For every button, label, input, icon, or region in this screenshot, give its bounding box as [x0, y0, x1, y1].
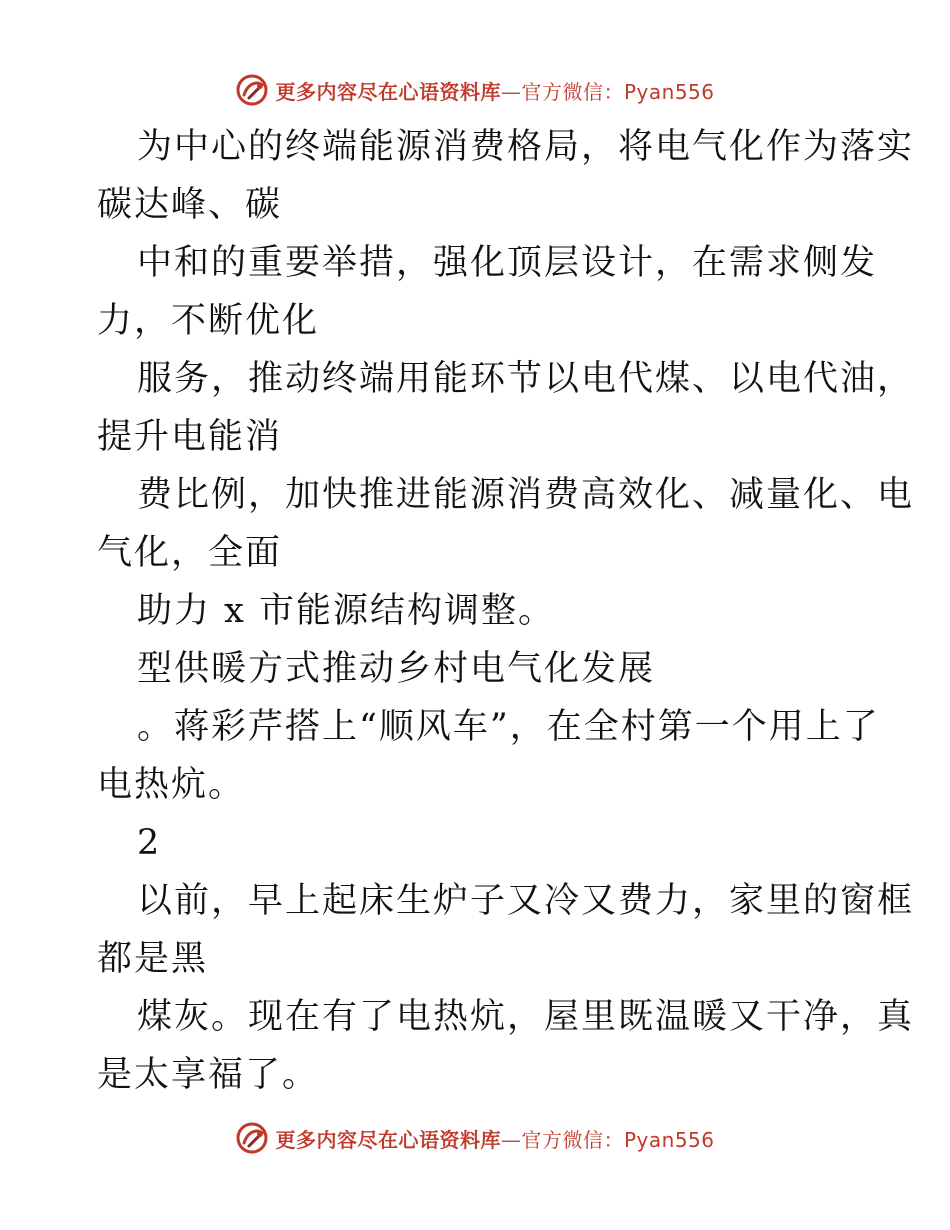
text-line: 型供暖方式推动乡村电气化发展 — [137, 649, 656, 689]
header-watermark — [0, 70, 950, 110]
watermark-sep: — — [500, 79, 522, 104]
text-line: 费比例，加快推进能源消费高效化、减量化、电 — [137, 475, 915, 515]
text-line: 2 — [137, 823, 162, 863]
text-line: 中和的重要举措，强化顶层设计，在需求侧发 — [137, 243, 878, 283]
text-line: 以前，早上起床生炉子又冷又费力，家里的窗框 — [137, 881, 915, 921]
text-line: 煤灰。现在有了电热炕，屋里既温暖又干净，真 — [137, 997, 915, 1037]
document-body — [97, 118, 915, 1104]
watermark-tail: 官方微信： — [521, 1127, 624, 1152]
watermark-text — [275, 1124, 714, 1153]
text-line: 提升电能消 — [97, 417, 283, 457]
watermark-text — [275, 76, 714, 105]
text-line: 都是黑 — [97, 939, 209, 979]
watermark-tail: 官方微信： — [521, 79, 624, 104]
watermark-id: Pyan556 — [623, 1127, 715, 1152]
text-line: 力，不断优化 — [97, 301, 320, 341]
watermark-sep: — — [500, 1127, 522, 1152]
logo-icon — [235, 73, 269, 107]
text-line: 服务，推动终端用能环节以电代煤、以电代油， — [137, 359, 915, 399]
watermark-main: 更多内容尽在心语资料库 — [275, 1127, 501, 1152]
text-line: 电热炕。 — [97, 765, 246, 805]
text-line: 。蒋彩芹搭上“顺风车”，在全村第一个用上了 — [137, 707, 880, 747]
text-line: 气化，全面 — [97, 533, 283, 573]
watermark-main: 更多内容尽在心语资料库 — [275, 79, 501, 104]
watermark-id: Pyan556 — [623, 79, 715, 104]
text-line: 碳达峰、碳 — [97, 185, 283, 225]
text-line: 是太享福了。 — [97, 1055, 320, 1095]
footer-watermark — [0, 1118, 950, 1158]
text-line: 为中心的终端能源消费格局，将电气化作为落实 — [137, 127, 915, 167]
logo-icon — [235, 1121, 269, 1155]
text-line: 助力 x 市能源结构调整。 — [137, 591, 555, 631]
